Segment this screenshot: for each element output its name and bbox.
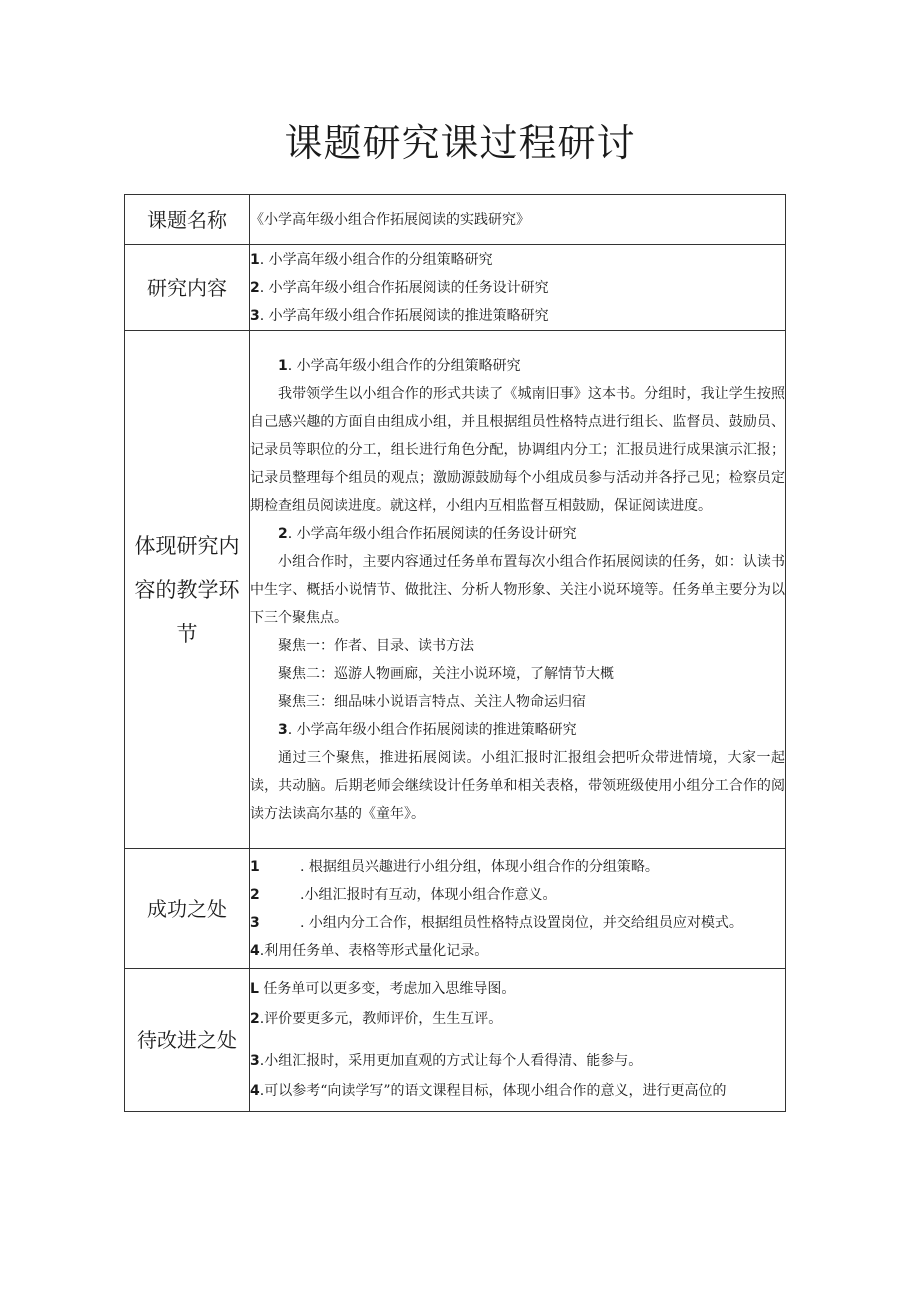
section-heading: 3. 小学高年级小组合作拓展阅读的推进策略研究 xyxy=(278,721,577,738)
table-row-topic xyxy=(125,195,786,245)
topic-value: 《小学高年级小组合作拓展阅读的实践研究》 xyxy=(250,211,530,228)
scope-cell xyxy=(250,245,786,331)
research-table xyxy=(124,194,786,1112)
improve-cell xyxy=(250,969,786,1112)
scope-label: 研究内容 xyxy=(125,245,250,331)
table-row-teaching xyxy=(125,331,786,849)
list-item: 1 . 根据组员兴趣进行小组分组，体现小组合作的分组策略。 xyxy=(250,858,659,875)
list-item: 4.利用任务单、表格等形式量化记录。 xyxy=(250,942,489,959)
teaching-cell xyxy=(250,331,786,849)
list-item: 3 . 小组内分工合作，根据组员性格特点设置岗位，并交给组员应对模式。 xyxy=(250,914,743,931)
success-cell xyxy=(250,849,786,969)
list-item: 3.小组汇报时，采用更加直观的方式让每个人看得清、能参与。 xyxy=(250,1053,643,1069)
list-item: 2.评价要更多元，教师评价，生生互评。 xyxy=(250,1011,503,1027)
section-heading: 2. 小学高年级小组合作拓展阅读的任务设计研究 xyxy=(278,525,577,542)
table-row-improve xyxy=(125,969,786,1112)
list-item: L 任务单可以更多变，考虑加入思维导图。 xyxy=(250,981,516,997)
list-item: 1. 小学高年级小组合作的分组策略研究 xyxy=(250,251,493,268)
list-item: 2. 小学高年级小组合作拓展阅读的任务设计研究 xyxy=(250,279,549,296)
focus-item: 聚焦三：细品味小说语言特点、关注人物命运归宿 xyxy=(278,693,586,710)
success-label: 成功之处 xyxy=(125,849,250,969)
section-paragraph: 通过三个聚焦，推进拓展阅读。小组汇报时汇报组会把听众带进情境，大家一起读，共动脑。后期老师会继续设计任务单和相关表格，带领班级使用小组分工合作的阅读方法读高尔基的《童年》。 xyxy=(250,749,785,822)
section-paragraph: 我带领学生以小组合作的形式共读了《城南旧事》这本书。分组时，我让学生按照自己感兴趣的方面自由组成小组，并且根据组员性格特点进行组长、监督员、鼓励员、记录员等职位的分工，组长进行角色分配，协调组内分工；汇报员进行成果演示汇报；记录员整理每个组员的观点；激励源鼓励每个小组成员参与活动并各抒己见；检察员定期检查组员阅读进度。就这样，小组内互相监督互相鼓励，保证阅读进度。 xyxy=(250,385,785,514)
list-item: 3. 小学高年级小组合作拓展阅读的推进策略研究 xyxy=(250,307,549,324)
table-row-success xyxy=(125,849,786,969)
topic-value-cell xyxy=(250,195,786,245)
section-heading: 1. 小学高年级小组合作的分组策略研究 xyxy=(278,357,521,374)
table-row-scope xyxy=(125,245,786,331)
section-paragraph: 小组合作时，主要内容通过任务单布置每次小组合作拓展阅读的任务，如：认读书中生字、概括小说情节、做批注、分析人物形象、关注小说环境等。任务单主要分为以下三个聚焦点。 xyxy=(250,553,785,626)
improve-label: 待改进之处 xyxy=(125,969,250,1112)
list-item: 2 .小组汇报时有互动，体现小组合作意义。 xyxy=(250,886,557,903)
list-item: 4.可以参考“向读学写”的语文课程目标，体现小组合作的意义，进行更高位的 xyxy=(250,1083,727,1099)
focus-item: 聚焦一：作者、目录、读书方法 xyxy=(278,637,474,654)
page-title: 课题研究课过程研讨 xyxy=(284,121,636,165)
focus-item: 聚焦二：巡游人物画廊，关注小说环境，了解情节大概 xyxy=(278,665,614,682)
teaching-label: 体现研究内容的教学环节 xyxy=(125,331,250,849)
topic-label: 课题名称 xyxy=(125,195,250,245)
